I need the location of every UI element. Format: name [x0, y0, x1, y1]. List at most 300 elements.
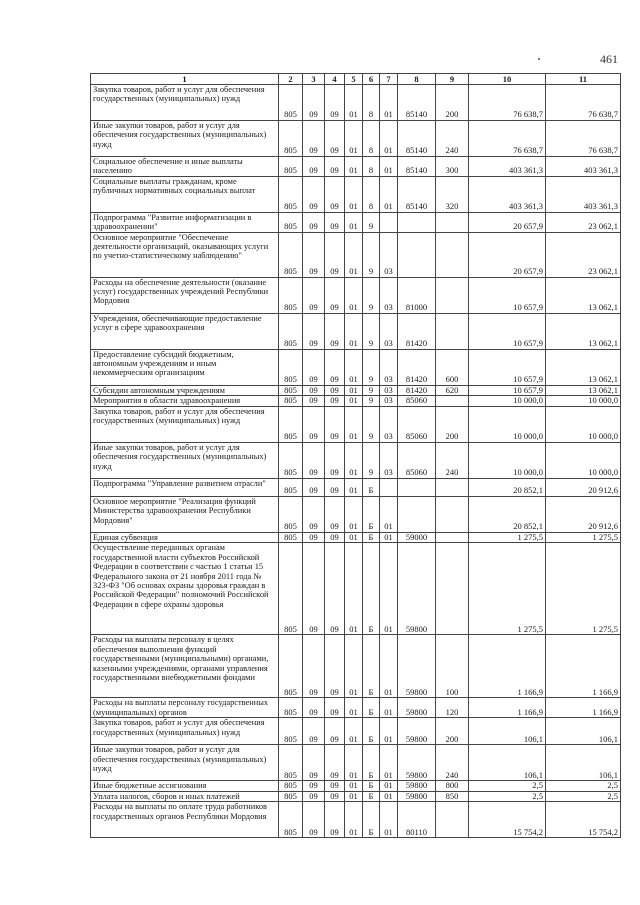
row-description: Социальные выплаты гражданам, кроме публичных нормативных социальных выплат: [91, 176, 279, 212]
cell-c3: 09: [303, 635, 325, 698]
cell-c6: Б: [363, 532, 380, 543]
cell-c10: 76 638,7: [469, 85, 546, 121]
column-header: 1: [91, 74, 279, 85]
cell-c7: 01: [380, 176, 398, 212]
cell-c7: 03: [380, 313, 398, 349]
cell-c6: Б: [363, 698, 380, 718]
cell-c8: 59800: [398, 781, 436, 792]
cell-c8: 85140: [398, 157, 436, 177]
cell-c6: Б: [363, 635, 380, 698]
cell-c9: 240: [436, 442, 469, 478]
cell-c11: 10 000,0: [546, 442, 621, 478]
cell-c4: 09: [325, 698, 345, 718]
cell-c7: 01: [380, 635, 398, 698]
cell-c5: 01: [345, 543, 363, 635]
cell-c9: [436, 802, 469, 838]
cell-c10: 10 657,9: [469, 349, 546, 385]
cell-c4: 09: [325, 385, 345, 396]
cell-c9: 850: [436, 791, 469, 802]
row-description: Иные закупки товаров, работ и услуг для обеспечения государственных (муниципальных) нужд: [91, 745, 279, 781]
cell-c4: 09: [325, 496, 345, 532]
cell-c5: 01: [345, 212, 363, 232]
table-row: [91, 176, 621, 212]
cell-c5: 01: [345, 121, 363, 157]
table-row: [91, 635, 621, 698]
cell-c8: 59800: [398, 698, 436, 718]
cell-c7: 01: [380, 802, 398, 838]
cell-c9: 200: [436, 85, 469, 121]
cell-c6: 9: [363, 385, 380, 396]
cell-c7: 03: [380, 385, 398, 396]
cell-c10: 10 657,9: [469, 313, 546, 349]
cell-c6: Б: [363, 496, 380, 532]
cell-c4: 09: [325, 277, 345, 313]
table-row: [91, 781, 621, 792]
cell-c3: 09: [303, 543, 325, 635]
cell-c7: 03: [380, 232, 398, 277]
table-row: [91, 277, 621, 313]
cell-c2: 805: [279, 176, 303, 212]
cell-c2: 805: [279, 212, 303, 232]
cell-c11: 23 062,1: [546, 232, 621, 277]
cell-c2: 805: [279, 396, 303, 407]
cell-c5: 01: [345, 349, 363, 385]
cell-c7: 01: [380, 157, 398, 177]
cell-c3: 09: [303, 176, 325, 212]
row-description: Учреждения, обеспечивающие предоставление услуг в сфере здравоохранения: [91, 313, 279, 349]
cell-c3: 09: [303, 349, 325, 385]
cell-c5: 01: [345, 635, 363, 698]
cell-c11: 1 166,9: [546, 635, 621, 698]
cell-c4: 09: [325, 791, 345, 802]
cell-c10: 10 000,0: [469, 442, 546, 478]
cell-c8: 85140: [398, 121, 436, 157]
cell-c6: 8: [363, 176, 380, 212]
cell-c9: [436, 532, 469, 543]
cell-c9: 120: [436, 698, 469, 718]
cell-c7: 01: [380, 121, 398, 157]
cell-c4: 09: [325, 121, 345, 157]
table-row: [91, 349, 621, 385]
cell-c11: 76 638,7: [546, 85, 621, 121]
cell-c9: 240: [436, 745, 469, 781]
cell-c8: 85140: [398, 176, 436, 212]
cell-c2: 805: [279, 791, 303, 802]
cell-c3: 09: [303, 442, 325, 478]
cell-c10: 10 657,9: [469, 277, 546, 313]
cell-c8: 59800: [398, 791, 436, 802]
cell-c9: 200: [436, 718, 469, 745]
table-row: [91, 396, 621, 407]
cell-c2: 805: [279, 157, 303, 177]
cell-c11: 10 000,0: [546, 396, 621, 407]
cell-c6: Б: [363, 791, 380, 802]
cell-c5: 01: [345, 277, 363, 313]
cell-c7: 03: [380, 349, 398, 385]
cell-c8: [398, 478, 436, 496]
cell-c9: 200: [436, 406, 469, 442]
budget-table: [90, 73, 621, 838]
row-description: Расходы на выплаты персоналу в целях обеспечения выполнения функций государственными (муниципальными) органами, казенными учреждениями, органами управления государственными внебюджетными фондами: [91, 635, 279, 698]
cell-c11: 1 166,9: [546, 698, 621, 718]
table-row: [91, 745, 621, 781]
row-description: Подпрограмма "Развитие информатизации в здравоохранении": [91, 212, 279, 232]
cell-c4: 09: [325, 232, 345, 277]
cell-c6: 8: [363, 121, 380, 157]
cell-c3: 09: [303, 532, 325, 543]
cell-c11: 10 000,0: [546, 406, 621, 442]
row-description: Единая субвенция: [91, 532, 279, 543]
row-description: Иные закупки товаров, работ и услуг для обеспечения государственных (муниципальных) нужд: [91, 442, 279, 478]
cell-c11: 13 062,1: [546, 313, 621, 349]
cell-c10: 403 361,3: [469, 157, 546, 177]
cell-c4: 09: [325, 442, 345, 478]
table-row: [91, 212, 621, 232]
cell-c4: 09: [325, 349, 345, 385]
cell-c7: 01: [380, 791, 398, 802]
cell-c4: 09: [325, 802, 345, 838]
cell-c10: 76 638,7: [469, 121, 546, 157]
row-description: Расходы на выплаты по оплате труда работников государственных органов Республики Мордовия: [91, 802, 279, 838]
cell-c8: 85060: [398, 442, 436, 478]
cell-c11: 403 361,3: [546, 176, 621, 212]
cell-c5: 01: [345, 745, 363, 781]
cell-c2: 805: [279, 635, 303, 698]
cell-c5: 01: [345, 85, 363, 121]
cell-c8: 59800: [398, 543, 436, 635]
table-row: [91, 121, 621, 157]
cell-c6: 9: [363, 349, 380, 385]
cell-c10: 1 166,9: [469, 698, 546, 718]
cell-c2: 805: [279, 277, 303, 313]
cell-c9: 620: [436, 385, 469, 396]
cell-c6: Б: [363, 745, 380, 781]
cell-c10: 1 275,5: [469, 543, 546, 635]
cell-c4: 09: [325, 635, 345, 698]
cell-c8: 59800: [398, 635, 436, 698]
cell-c7: 01: [380, 85, 398, 121]
cell-c9: 300: [436, 157, 469, 177]
cell-c4: 09: [325, 478, 345, 496]
cell-c6: 9: [363, 277, 380, 313]
cell-c11: 13 062,1: [546, 349, 621, 385]
cell-c3: 09: [303, 121, 325, 157]
cell-c2: 805: [279, 543, 303, 635]
table-row: [91, 802, 621, 838]
cell-c4: 09: [325, 212, 345, 232]
cell-c8: 81420: [398, 385, 436, 396]
column-header: 6: [363, 74, 380, 85]
cell-c11: 2,5: [546, 781, 621, 792]
cell-c9: 240: [436, 121, 469, 157]
cell-c11: 2,5: [546, 791, 621, 802]
cell-c5: 01: [345, 157, 363, 177]
row-description: Уплата налогов, сборов и иных платежей: [91, 791, 279, 802]
cell-c6: 9: [363, 212, 380, 232]
row-description: Основное мероприятие "Реализация функций Министерства здравоохранения Республики Мордовия": [91, 496, 279, 532]
cell-c2: 805: [279, 406, 303, 442]
cell-c3: 09: [303, 718, 325, 745]
cell-c6: 8: [363, 85, 380, 121]
cell-c11: 1 275,5: [546, 543, 621, 635]
cell-c8: [398, 212, 436, 232]
column-header: 2: [279, 74, 303, 85]
cell-c7: 01: [380, 718, 398, 745]
cell-c10: 20 657,9: [469, 232, 546, 277]
cell-c4: 09: [325, 406, 345, 442]
table-row: [91, 85, 621, 121]
cell-c8: 81000: [398, 277, 436, 313]
cell-c9: [436, 478, 469, 496]
cell-c6: 9: [363, 396, 380, 407]
cell-c8: 81420: [398, 349, 436, 385]
cell-c8: 59800: [398, 718, 436, 745]
cell-c4: 09: [325, 532, 345, 543]
row-description: Предоставление субсидий бюджетным, автономным учреждениям и иным некоммерческим организациям: [91, 349, 279, 385]
cell-c6: Б: [363, 478, 380, 496]
cell-c2: 805: [279, 802, 303, 838]
cell-c8: [398, 232, 436, 277]
cell-c2: 805: [279, 478, 303, 496]
cell-c9: 600: [436, 349, 469, 385]
cell-c3: 09: [303, 85, 325, 121]
row-description: Основное мероприятие "Обеспечение деятельности организаций, оказывающих услуги по учетно-статистическому наблюдению": [91, 232, 279, 277]
cell-c6: 9: [363, 442, 380, 478]
cell-c6: Б: [363, 543, 380, 635]
cell-c10: 2,5: [469, 791, 546, 802]
table-row: [91, 478, 621, 496]
cell-c11: 76 638,7: [546, 121, 621, 157]
cell-c8: 85140: [398, 85, 436, 121]
cell-c11: 1 275,5: [546, 532, 621, 543]
cell-c6: Б: [363, 718, 380, 745]
cell-c5: 01: [345, 781, 363, 792]
cell-c5: 01: [345, 232, 363, 277]
cell-c3: 09: [303, 745, 325, 781]
cell-c3: 09: [303, 212, 325, 232]
cell-c3: 09: [303, 478, 325, 496]
cell-c7: 01: [380, 496, 398, 532]
cell-c3: 09: [303, 277, 325, 313]
cell-c4: 09: [325, 176, 345, 212]
cell-c5: 01: [345, 385, 363, 396]
cell-c3: 09: [303, 698, 325, 718]
table-row: [91, 532, 621, 543]
cell-c3: 09: [303, 802, 325, 838]
cell-c10: 403 361,3: [469, 176, 546, 212]
table-row: [91, 496, 621, 532]
cell-c3: 09: [303, 157, 325, 177]
cell-c7: [380, 478, 398, 496]
cell-c11: 403 361,3: [546, 157, 621, 177]
cell-c8: 81420: [398, 313, 436, 349]
cell-c2: 805: [279, 532, 303, 543]
cell-c9: [436, 212, 469, 232]
cell-c10: 10 657,9: [469, 385, 546, 396]
table-row: [91, 698, 621, 718]
cell-c9: [436, 396, 469, 407]
row-description: Субсидии автономным учреждениям: [91, 385, 279, 396]
cell-c10: 1 166,9: [469, 635, 546, 698]
cell-c9: [436, 496, 469, 532]
cell-c3: 09: [303, 385, 325, 396]
cell-c2: 805: [279, 698, 303, 718]
cell-c5: 01: [345, 442, 363, 478]
row-description: Подпрограмма "Управление развитием отрасли": [91, 478, 279, 496]
cell-c6: 9: [363, 406, 380, 442]
cell-c11: 13 062,1: [546, 385, 621, 396]
cell-c9: [436, 277, 469, 313]
column-header: 11: [546, 74, 621, 85]
cell-c5: 01: [345, 406, 363, 442]
cell-c3: 09: [303, 396, 325, 407]
cell-c8: 85060: [398, 406, 436, 442]
column-header: 5: [345, 74, 363, 85]
cell-c3: 09: [303, 791, 325, 802]
cell-c7: 03: [380, 396, 398, 407]
cell-c6: 9: [363, 232, 380, 277]
cell-c11: 23 062,1: [546, 212, 621, 232]
cell-c7: 03: [380, 442, 398, 478]
cell-c8: [398, 496, 436, 532]
cell-c5: 01: [345, 718, 363, 745]
cell-c5: 01: [345, 396, 363, 407]
cell-c5: 01: [345, 791, 363, 802]
cell-c3: 09: [303, 313, 325, 349]
cell-c6: Б: [363, 781, 380, 792]
row-description: Иные бюджетные ассигнования: [91, 781, 279, 792]
cell-c8: 59000: [398, 532, 436, 543]
cell-c4: 09: [325, 718, 345, 745]
cell-c5: 01: [345, 496, 363, 532]
row-description: Закупка товаров, работ и услуг для обеспечения государственных (муниципальных) нужд: [91, 406, 279, 442]
column-header: 7: [380, 74, 398, 85]
column-header: 10: [469, 74, 546, 85]
cell-c5: 01: [345, 802, 363, 838]
column-header: 4: [325, 74, 345, 85]
cell-c4: 09: [325, 313, 345, 349]
cell-c11: 20 912,6: [546, 496, 621, 532]
cell-c11: 13 062,1: [546, 277, 621, 313]
cell-c11: 15 754,2: [546, 802, 621, 838]
cell-c11: 106,1: [546, 718, 621, 745]
cell-c2: 805: [279, 442, 303, 478]
cell-c7: 03: [380, 406, 398, 442]
row-description: Закупка товаров, работ и услуг для обеспечения государственных (муниципальных) нужд: [91, 85, 279, 121]
table-row: [91, 313, 621, 349]
cell-c10: 2,5: [469, 781, 546, 792]
cell-c9: 100: [436, 635, 469, 698]
cell-c3: 09: [303, 781, 325, 792]
cell-c10: 1 275,5: [469, 532, 546, 543]
cell-c8: 80110: [398, 802, 436, 838]
cell-c2: 805: [279, 718, 303, 745]
cell-c3: 09: [303, 232, 325, 277]
cell-c10: 20 657,9: [469, 212, 546, 232]
cell-c3: 09: [303, 406, 325, 442]
cell-c4: 09: [325, 745, 345, 781]
cell-c10: 10 000,0: [469, 406, 546, 442]
cell-c10: 106,1: [469, 745, 546, 781]
cell-c10: 15 754,2: [469, 802, 546, 838]
row-description: Закупка товаров, работ и услуг для обеспечения государственных (муниципальных) нужд: [91, 718, 279, 745]
cell-c9: 320: [436, 176, 469, 212]
cell-c4: 09: [325, 157, 345, 177]
column-header: 9: [436, 74, 469, 85]
cell-c7: 01: [380, 745, 398, 781]
table-row: [91, 442, 621, 478]
table-header-row: [91, 74, 621, 85]
cell-c5: 01: [345, 532, 363, 543]
cell-c2: 805: [279, 781, 303, 792]
cell-c3: 09: [303, 496, 325, 532]
cell-c2: 805: [279, 349, 303, 385]
column-header: 3: [303, 74, 325, 85]
row-description: Расходы на выплаты персоналу государственных (муниципальных) органов: [91, 698, 279, 718]
cell-c4: 09: [325, 543, 345, 635]
cell-c6: 8: [363, 157, 380, 177]
cell-c10: 106,1: [469, 718, 546, 745]
cell-c10: 20 852,1: [469, 478, 546, 496]
table-row: [91, 791, 621, 802]
cell-c7: 03: [380, 277, 398, 313]
row-description: Иные закупки товаров, работ и услуг для обеспечения государственных (муниципальных) нужд: [91, 121, 279, 157]
table-row: [91, 157, 621, 177]
cell-c7: [380, 212, 398, 232]
cell-c11: 20 912,6: [546, 478, 621, 496]
cell-c2: 805: [279, 313, 303, 349]
cell-c2: 805: [279, 232, 303, 277]
table-row: [91, 718, 621, 745]
cell-c11: 106,1: [546, 745, 621, 781]
cell-c2: 805: [279, 85, 303, 121]
cell-c2: 805: [279, 496, 303, 532]
cell-c6: Б: [363, 802, 380, 838]
cell-c5: 01: [345, 478, 363, 496]
cell-c2: 805: [279, 121, 303, 157]
cell-c5: 01: [345, 313, 363, 349]
row-description: Мероприятия в области здравоохранения: [91, 396, 279, 407]
cell-c7: 01: [380, 698, 398, 718]
cell-c4: 09: [325, 396, 345, 407]
page-number: 461: [600, 52, 618, 66]
cell-c9: [436, 313, 469, 349]
table-row: [91, 232, 621, 277]
cell-c9: [436, 232, 469, 277]
cell-c7: 01: [380, 781, 398, 792]
cell-c6: 9: [363, 313, 380, 349]
cell-c4: 09: [325, 781, 345, 792]
cell-c2: 805: [279, 745, 303, 781]
row-description: Расходы на обеспечение деятельности (оказание услуг) государственных учреждений Республики Мордовия: [91, 277, 279, 313]
cell-c10: 10 000,0: [469, 396, 546, 407]
cell-c7: 01: [380, 532, 398, 543]
cell-c7: 01: [380, 543, 398, 635]
cell-c9: [436, 543, 469, 635]
table-row: [91, 385, 621, 396]
table-row: [91, 543, 621, 635]
scan-speck: [538, 58, 540, 60]
row-description: Социальное обеспечение и иные выплаты населению: [91, 157, 279, 177]
column-header: 8: [398, 74, 436, 85]
cell-c10: 20 852,1: [469, 496, 546, 532]
cell-c2: 805: [279, 385, 303, 396]
table-row: [91, 406, 621, 442]
cell-c8: 59800: [398, 745, 436, 781]
row-description: Осуществление переданных органам государственной власти субъектов Российской Федерации в соответствии с частью 1 статьи 15 Федерального закона от 21 ноября 2011 года № 323-ФЗ "Об основах охраны здоровья граждан в Российской Федерации" полномочий Российской Федерации в сфере охраны здоровья: [91, 543, 279, 635]
cell-c8: 85060: [398, 396, 436, 407]
cell-c9: 800: [436, 781, 469, 792]
